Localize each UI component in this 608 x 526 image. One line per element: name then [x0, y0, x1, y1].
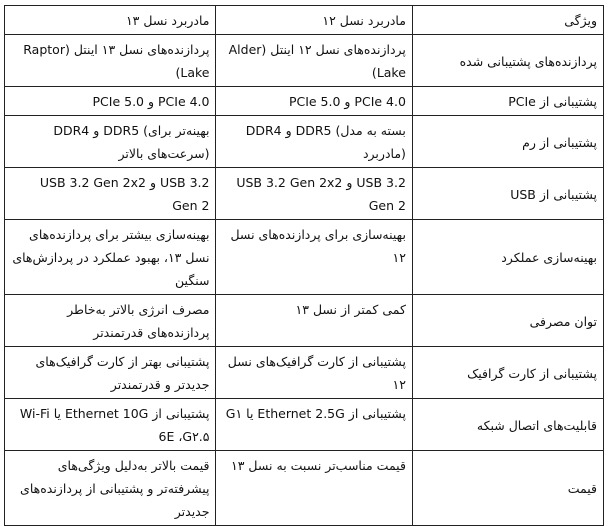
- row-feature-cell: توان مصرفی: [412, 295, 603, 347]
- row-feature-cell: پشتیبانی از USB: [412, 168, 603, 220]
- row-gen12-cell: بهینه‌سازی برای پردازنده‌های نسل ۱۲: [216, 220, 412, 295]
- table-row: [5, 87, 604, 116]
- row-gen13-cell: بهینه‌سازی بیشتر برای پردازنده‌های نسل ۱۳، بهبود عملکرد در پردازش‌های سنگین: [5, 220, 216, 295]
- header-feature: ویژگی: [412, 6, 603, 35]
- table-row: [5, 168, 604, 220]
- table-row: [5, 35, 604, 87]
- row-feature-cell: پشتیبانی از رم: [412, 116, 603, 168]
- header-gen13: مادربرد نسل ۱۳: [5, 6, 216, 35]
- table-header-row: [5, 6, 604, 35]
- row-gen13-cell: پشتیبانی بهتر از کارت گرافیک‌های جدیدتر و قدرتمندتر: [5, 347, 216, 399]
- row-feature-cell: قیمت: [412, 451, 603, 526]
- table-row: [5, 295, 604, 347]
- row-feature-cell: بهینه‌سازی عملکرد: [412, 220, 603, 295]
- row-gen13-cell: مصرف انرژی بالاتر به‌خاطر پردازنده‌های قدرتمندتر: [5, 295, 216, 347]
- header-gen12: مادربرد نسل ۱۲: [216, 6, 412, 35]
- row-feature-cell: پشتیبانی از کارت گرافیک: [412, 347, 603, 399]
- row-gen13-cell: USB 3.2 Gen 2x2 و USB 3.2 Gen 2: [5, 168, 216, 220]
- comparison-table: [4, 5, 604, 526]
- row-gen13-cell: PCIe 5.0 و PCIe 4.0: [5, 87, 216, 116]
- table-row: [5, 399, 604, 451]
- row-gen12-cell: پردازنده‌های نسل ۱۲ اینتل (Alder Lake): [216, 35, 412, 87]
- row-gen12-cell: کمی کمتر از نسل ۱۳: [216, 295, 412, 347]
- row-feature-cell: پردازنده‌های پشتیبانی شده: [412, 35, 603, 87]
- row-feature-cell: قابلیت‌های اتصال شبکه: [412, 399, 603, 451]
- row-gen13-cell: قیمت بالاتر به‌دلیل ویژگی‌های پیشرفته‌تر و پشتیبانی از پردازنده‌های جدیدتر: [5, 451, 216, 526]
- row-gen12-cell: پشتیبانی از Ethernet 2.5G یا G۱: [216, 399, 412, 451]
- row-gen12-cell: PCIe 5.0 و PCIe 4.0: [216, 87, 412, 116]
- row-gen12-cell: پشتیبانی از کارت گرافیک‌های نسل ۱۲: [216, 347, 412, 399]
- table-row: [5, 116, 604, 168]
- table-row: [5, 451, 604, 526]
- row-feature-cell: پشتیبانی از PCIe: [412, 87, 603, 116]
- row-gen12-cell: USB 3.2 Gen 2x2 و USB 3.2 Gen 2: [216, 168, 412, 220]
- row-gen13-cell: پردازنده‌های نسل ۱۳ اینتل (Raptor Lake): [5, 35, 216, 87]
- row-gen12-cell: DDR4 و DDR5 (بسته به مدل مادربرد): [216, 116, 412, 168]
- row-gen13-cell: پشتیبانی از Ethernet 10G یا Wi-Fi 6E ،G۲.۵: [5, 399, 216, 451]
- table-row: [5, 220, 604, 295]
- row-gen12-cell: قیمت مناسب‌تر نسبت به نسل ۱۳: [216, 451, 412, 526]
- table-row: [5, 347, 604, 399]
- comparison-table-container: [4, 5, 604, 526]
- row-gen13-cell: DDR4 و DDR5 (بهینه‌تر برای سرعت‌های بالاتر): [5, 116, 216, 168]
